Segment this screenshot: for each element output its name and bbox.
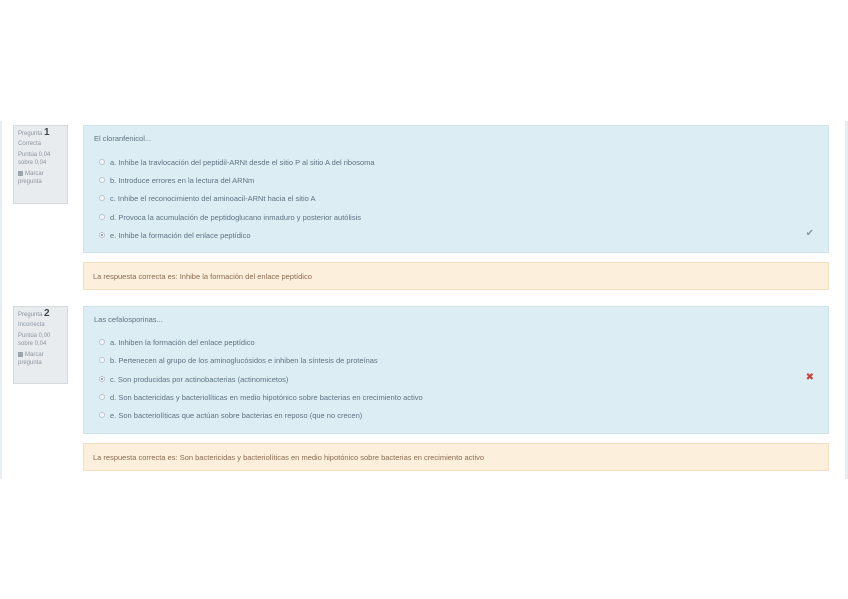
question-text: El cloranfenicol...: [94, 134, 152, 143]
answer-option-selected[interactable]: c. Son producidas por actinobacterias (actinomicetos): [99, 373, 288, 385]
correct-answer-feedback: La respuesta correcta es: Son bactericidas y bacteriolíticas en medio hipotónico sobre bacterias en crecimiento activo: [83, 443, 829, 471]
radio-button[interactable]: [99, 177, 105, 183]
question-info: [13, 306, 68, 384]
check-icon: ✔: [805, 228, 814, 239]
answer-option[interactable]: c. Inhibe el reconocimiento del aminoacil-ARNt hacia el sitio A: [99, 192, 316, 204]
answer-option[interactable]: e. Son bacteriolíticas que actúan sobre bacterias en reposo (que no crecen): [99, 409, 362, 421]
left-edge: [0, 121, 2, 479]
flag-icon: [18, 352, 23, 357]
flag-question-button[interactable]: Marcar pregunta: [18, 352, 44, 366]
radio-button[interactable]: [99, 159, 105, 165]
flag-icon: [18, 171, 23, 176]
radio-button[interactable]: [99, 412, 105, 418]
question-number: Pregunta 1: [18, 127, 50, 138]
answer-option[interactable]: d. Son bactericidas y bacteriolíticas en medio hipotónico sobre bacterias en crecimiento activo: [99, 391, 423, 403]
radio-button-checked[interactable]: [99, 376, 105, 382]
question-grade: Puntúa 0,04 sobre 0,04: [18, 152, 51, 166]
answer-option-selected[interactable]: e. Inhibe la formación del enlace peptídico: [99, 229, 251, 241]
flag-question-button[interactable]: Marcar pregunta: [18, 171, 44, 185]
radio-button[interactable]: [99, 339, 105, 345]
question-text: Las cefalosporinas...: [94, 315, 163, 324]
answer-option[interactable]: a. Inhibe la travlocación del peptidil-ARNt desde el sitio P al sitio A del ribosoma: [99, 156, 375, 168]
answer-option[interactable]: d. Provoca la acumulación de peptidoglucano inmaduro y posterior autólisis: [99, 211, 361, 223]
question-state: Incorrecta: [18, 322, 45, 328]
question-grade: Puntúa 0,00 sobre 0,04: [18, 333, 51, 347]
answer-option[interactable]: a. Inhiben la formación del enlace peptídico: [99, 336, 255, 348]
radio-button[interactable]: [99, 214, 105, 220]
radio-button[interactable]: [99, 394, 105, 400]
cross-icon: ✖: [805, 372, 814, 383]
correct-answer-feedback: La respuesta correcta es: Inhibe la formación del enlace peptídico: [83, 262, 829, 290]
radio-button[interactable]: [99, 195, 105, 201]
question-info: [13, 125, 68, 204]
question-state: Correcta: [18, 141, 42, 147]
answer-option[interactable]: b. Pertenecen al grupo de los aminoglucósidos e inhiben la síntesis de proteínas: [99, 354, 378, 366]
question-formulation: [83, 306, 829, 434]
radio-button-checked[interactable]: [99, 232, 105, 238]
question-formulation: [83, 125, 829, 253]
question-number: Pregunta 2: [18, 308, 50, 319]
answer-option[interactable]: b. Introduce errores en la lectura del ARNm: [99, 174, 254, 186]
radio-button[interactable]: [99, 357, 105, 363]
